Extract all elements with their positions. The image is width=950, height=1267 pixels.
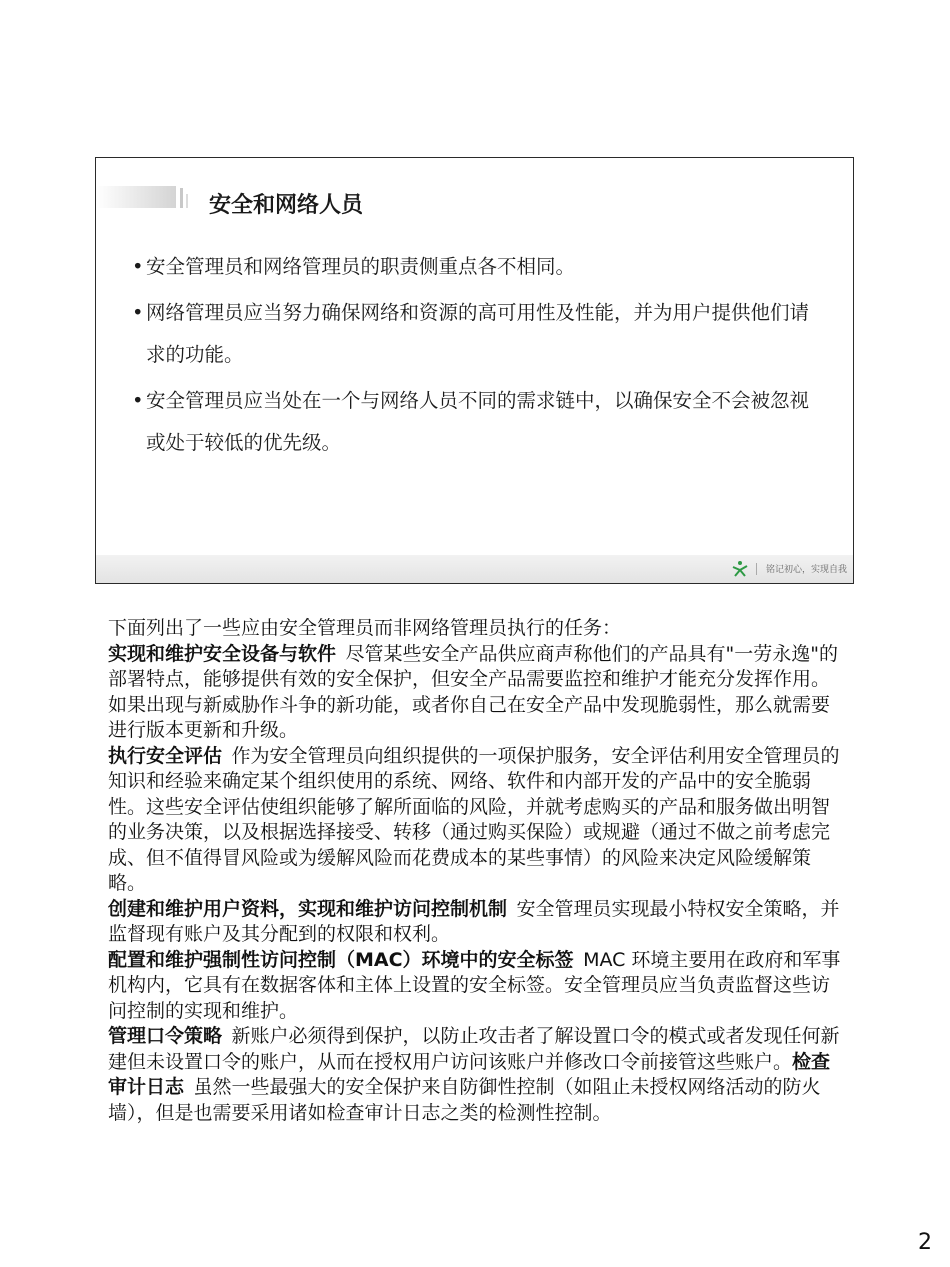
notes-item-text: 安全管理员实现最小特权安全策略，并监督现有账户及其分配到的权限和权利。	[108, 897, 840, 945]
slide-bullet	[132, 292, 822, 376]
slide-bullet	[132, 380, 822, 464]
notes-item-heading: 检查审计日志	[108, 1050, 831, 1098]
page-number: 2	[918, 1230, 932, 1255]
notes-item-text: 作为安全管理员向组织提供的一项保护服务，安全评估利用安全管理员的知识和经验来确定某个组织使用的系统、网络、软件和内部开发的产品中的安全脆弱性。这些安全评估使组织能够了解所面临的风险，并就考虑购买的产品和服务做出明智的业务决策，以及根据选择接受、转移（通过购买保险）或规避（通过不做之前考虑完成、但不值得冒风险或为缓解风险而花费成本的某些事情）的风险来决定风险缓解策略。	[108, 744, 840, 894]
slide-bullet-text: 网络管理员应当努力确保网络和资源的高可用性及性能，并为用户提供他们请求的功能。	[146, 301, 810, 366]
figure-logo-icon	[731, 560, 749, 578]
notes-item	[108, 897, 848, 948]
notes-item	[108, 642, 848, 744]
slide-bullet	[132, 246, 822, 288]
notes-item	[108, 948, 848, 1025]
notes-item-heading: 管理口令策略	[108, 1025, 223, 1047]
notes-intro: 下面列出了一些应由安全管理员而非网络管理员执行的任务：	[108, 617, 622, 639]
notes-item-text: 虽然一些最强大的安全保护来自防御性控制（如阻止未授权网络活动的防火墙），但是也需要采用诸如检查审计日志之类的检测性控制。	[108, 1076, 821, 1124]
speaker-notes	[108, 616, 848, 1126]
notes-item-heading: 配置和维护强制性访问控制（MAC）环境中的安全标签	[108, 948, 574, 971]
notes-item-text: 新账户必须得到保护，以防止攻击者了解设置口令的模式或者发现任何新建但未设置口令的账户，从而在授权用户访问该账户并修改口令前接管这些账户。	[108, 1025, 840, 1073]
notes-item-heading: 执行安全评估	[108, 744, 223, 767]
slide-footer	[96, 555, 853, 583]
slide-frame	[95, 157, 854, 584]
notes-item-heading: 创建和维护用户资料，实现和维护访问控制机制	[108, 897, 508, 920]
notes-item-text: MAC 环境主要用在政府和军事机构内，它具有在数据客体和主体上设置的安全标签。安全管理员应当负责监督这些访问控制的实现和维护。	[108, 948, 841, 1022]
slide-title-bar	[96, 172, 516, 224]
title-decoration-bar	[180, 188, 183, 208]
title-decoration-bar-small	[186, 194, 188, 208]
notes-item	[108, 1024, 848, 1126]
footer-separator	[756, 563, 757, 575]
slide-title: 安全和网络人员	[209, 193, 364, 218]
bullet-dot-icon: •	[132, 389, 144, 412]
footer-slogan: 铭记初心，实现自我	[765, 565, 847, 575]
slide-bullet-text: 安全管理员应当处在一个与网络人员不同的需求链中，以确保安全不会被忽视或处于较低的优先级。	[146, 389, 810, 454]
slide-bullet-list	[132, 246, 822, 468]
notes-item	[108, 744, 848, 897]
title-decoration-gradient	[96, 186, 176, 208]
bullet-dot-icon: •	[132, 255, 144, 278]
notes-item-text: 尽管某些安全产品供应商声称他们的产品具有"一劳永逸"的部署特点，能够提供有效的安全保护，但安全产品需要监控和维护才能充分发挥作用。如果出现与新威胁作斗争的新功能，或者你自己在安全产品中发现脆弱性，那么就需要进行版本更新和升级。	[108, 642, 838, 741]
slide-bullet-text: 安全管理员和网络管理员的职责侧重点各不相同。	[146, 255, 576, 278]
bullet-dot-icon: •	[132, 301, 144, 324]
notes-item-heading: 实现和维护安全设备与软件	[108, 642, 337, 665]
